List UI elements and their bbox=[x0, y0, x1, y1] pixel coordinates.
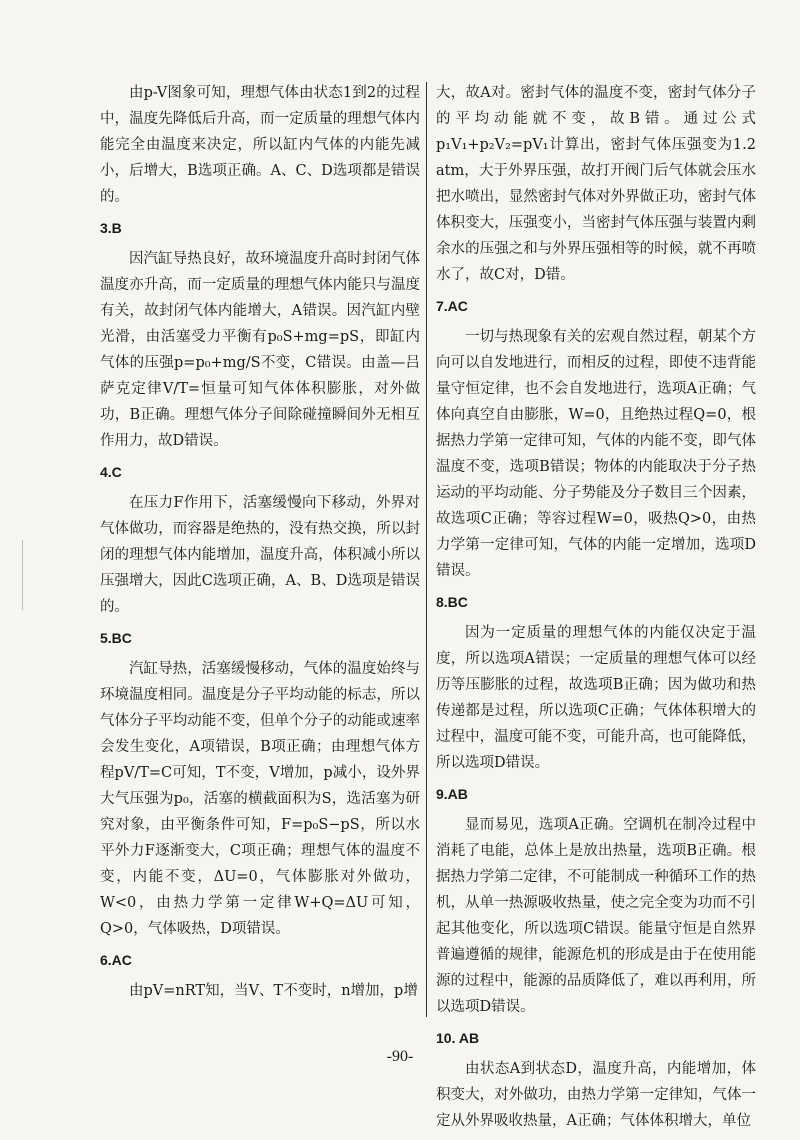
answer-label: 3.B bbox=[100, 220, 122, 236]
paragraph: 显而易见，选项A正确。空调机在制冷过程中消耗了电能，总体上是放出热量，选项B正确。根据热力学第二定律，不可能制成一种循环工作的热机，从单一热源吸收热量，使之完全变为功而不引起其他变化，所以选项C错误。能量守恒是自然界普遍遵循的规律，能源危机的形成是由于在使用能源的过程中，能源的品质降低了，难以再利用，所以选项D错误。 bbox=[436, 817, 756, 1015]
scan-edge-mark bbox=[22, 540, 23, 610]
paragraph: 由pV=nRT知，当V、T不变时，n增加，p增 bbox=[129, 983, 418, 999]
paragraph: 在压力F作用下，活塞缓慢向下移动，外界对气体做功，而容器是绝热的，没有热交换，所以封闭的理想气体内能增加，温度升高，体积减小所以压强增大，因此C选项正确，A、B、D选项是错误的。 bbox=[100, 495, 420, 615]
answer-label: 8.BC bbox=[436, 594, 468, 610]
paragraph: 因为一定质量的理想气体的内能仅决定于温度，所以选项A错误；一定质量的理想气体可以经历等压膨胀的过程，故选项B正确；因为做功和热传递都是过程，所以选项C正确；气体体积增大的过程中，温度可能不变，可能升高，也可能降低，所以选项D错误。 bbox=[436, 625, 756, 771]
column-divider bbox=[426, 82, 427, 1017]
answer-label: 6.AC bbox=[100, 952, 132, 968]
paragraph: 汽缸导热，活塞缓慢移动，气体的温度始终与环境温度相同。温度是分子平均动能的标志，所以气体分子平均动能不变，但单个分子的动能或速率会发生变化，A项错误，B项正确；由理想气体方程pV/T=C可知，T不变，V增加，p减小，设外界大气压强为p₀，活塞的横截面积为S，选活塞为研究对象，由平衡条件可知，F=p₀S−pS，所以水平外力F逐渐变大，C项正确；理想气体的温度不变，内能不变，ΔU=0，气体膨胀对外做功，W<0，由热力学第一定律W+Q=ΔU可知，Q>0，气体吸热，D项错误。 bbox=[100, 661, 420, 937]
paragraph: 因汽缸导热良好，故环境温度升高时封闭气体温度亦升高，而一定质量的理想气体内能只与温度有关，故封闭气体内能增大，A错误。因汽缸内壁光滑，由活塞受力平衡有p₀S+mg=pS，即缸内气体的压强p=p₀+mg/S不变，C错误。由盖—吕萨克定律V/T=恒量可知气体体积膨胀，对外做功，B正确。理想气体分子间除碰撞瞬间外无相互作用力，故D错误。 bbox=[100, 251, 420, 449]
paragraph: 大，故A对。密封气体的温度不变，密封气体分子的平均动能就不变，故B错。通过公式p₁V₁+p₂V₂=pV₁计算出，密封气体压强变为1.2 atm，大于外界压强，故打开阀门后气体就会压水把水喷出，显然密封气体对外界做正功，密封气体体积变大，压强变小，当密封气体压强与装置内剩余水的压强之和与外界压强相等的时候，就不再喷水了，故C对，D错。 bbox=[436, 85, 756, 283]
right-column bbox=[436, 80, 756, 1140]
page-number: -90- bbox=[386, 1048, 414, 1065]
left-column bbox=[100, 80, 420, 1010]
answer-label: 5.BC bbox=[100, 630, 132, 646]
paragraph: 一切与热现象有关的宏观自然过程，朝某个方向可以自发地进行，而相反的过程，即使不违背能量守恒定律，也不会自发地进行，选项A正确；气体向真空自由膨胀，W=0，且绝热过程Q=0，根据热力学第一定律可知，气体的内能不变，即气体温度不变，选项B错误；物体的内能取决于分子热运动的平均动能、分子势能及分子数目三个因素，故选项C正确；等容过程W=0，吸热Q>0，由热力学第一定律可知，气体的内能一定增加，选项D错误。 bbox=[436, 329, 756, 579]
paragraph: 由状态A到状态D，温度升高，内能增加，体积变大，对外做功，由热力学第一定律知，气体一定从外界吸收热量，A正确；气体体积增大，单位 bbox=[436, 1061, 756, 1129]
paragraph: 由p-V图象可知，理想气体由状态1到2的过程中，温度先降低后升高，而一定质量的理想气体内能完全由温度来决定，所以缸内气体的内能先减小，后增大，B选项正确。A、C、D选项都是错误的。 bbox=[100, 85, 420, 205]
answer-label: 10. AB bbox=[436, 1030, 480, 1046]
answer-label: 4.C bbox=[100, 464, 122, 480]
answer-label: 9.AB bbox=[436, 786, 468, 802]
answer-label: 7.AC bbox=[436, 298, 468, 314]
